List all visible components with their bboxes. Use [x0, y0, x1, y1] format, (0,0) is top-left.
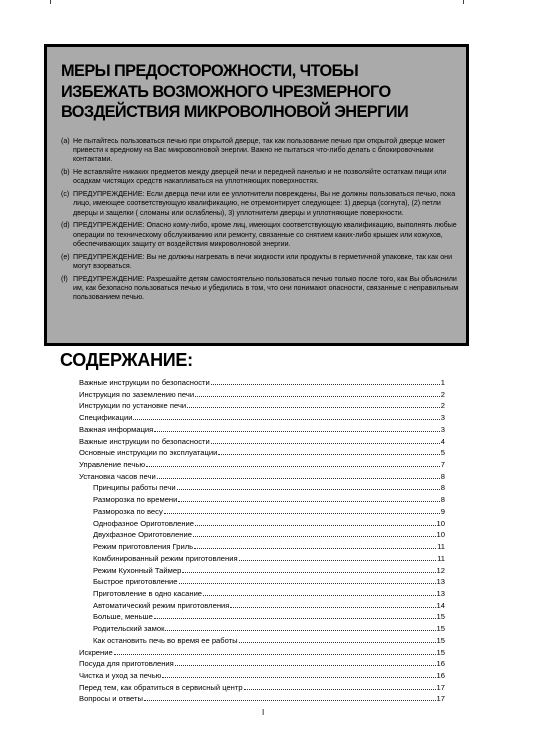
- toc-entry-label: Важная информация: [79, 424, 154, 434]
- toc-entry-page: 2: [440, 401, 445, 411]
- toc-leader-dots: [144, 700, 436, 701]
- toc-leader-dots: [187, 407, 440, 408]
- warning-item: [61, 221, 461, 249]
- toc-leader-dots: [182, 572, 435, 573]
- toc-entry-page: 15: [436, 635, 445, 645]
- toc-entry-page: 9: [440, 506, 445, 516]
- toc-entry-page: 15: [436, 647, 445, 657]
- toc-entry-page: 15: [436, 624, 445, 634]
- warning-item-text: ПРЕДУПРЕЖДЕНИЕ: Вы не должны нагревать в печи жидкости или продукты в герметичной упаковке, так как они могут взорваться.: [73, 252, 453, 270]
- warning-item-text: Не вставляйте никаких предметов между дверцей печи и передней панелью и не позволяйте остаткам пищи или осадкам чистящих средств накапливаться на уплотняющих поверхностях.: [73, 168, 447, 186]
- toc-entry-page: 4: [440, 436, 445, 446]
- toc-leader-dots: [193, 536, 436, 537]
- toc-entry-label: Принципы работы печи: [93, 483, 176, 493]
- toc-leader-dots: [244, 689, 436, 690]
- toc-entry[interactable]: [79, 460, 445, 472]
- toc-entry-page: 13: [436, 577, 445, 587]
- warning-item: [61, 137, 461, 165]
- toc-entry[interactable]: [79, 624, 445, 636]
- toc-entry-label: Важные инструкции по безопасности: [79, 436, 210, 446]
- warning-title: МЕРЫ ПРЕДОСТОРОЖНОСТИ, ЧТОБЫ ИЗБЕЖАТЬ ВОЗМОЖНОГО ЧРЕЗМЕРНОГО ВОЗДЕЙСТВИЯ МИКРОВОЛНОВОЙ ЭНЕРГИИ: [61, 61, 409, 121]
- toc-leader-dots: [211, 384, 440, 385]
- toc-entry-page: 3: [440, 413, 445, 423]
- toc-entry-page: 13: [436, 588, 445, 598]
- toc-entry[interactable]: [79, 683, 445, 695]
- toc-entry-page: 1: [440, 378, 445, 387]
- warning-item-marker: (c): [61, 190, 70, 199]
- warning-item-text: ПРЕДУПРЕЖДЕНИЕ: Разрешайте детям самостоятельно пользоваться печью только после того, как Вы объяснили им, как безопасно пользоваться печью и убедились в том, что они понимают опасности, связанные с неправильным пользованием печью.: [73, 274, 459, 302]
- toc-leader-dots: [177, 489, 440, 490]
- toc-leader-dots: [203, 595, 436, 596]
- toc-entry-label: Вопросы и ответы: [79, 694, 143, 704]
- toc-entry-label: Перед тем, как обратиться в сервисный центр: [79, 682, 243, 692]
- toc-entry-page: 12: [436, 565, 445, 575]
- toc-entry[interactable]: [79, 507, 445, 519]
- toc-leader-dots: [162, 677, 435, 678]
- warning-item-marker: (b): [61, 168, 70, 177]
- toc-entry-label: Посуда для приготовления: [79, 659, 174, 669]
- toc-leader-dots: [218, 454, 439, 455]
- toc-entry[interactable]: [79, 554, 445, 566]
- toc-entry-label: Важные инструкции по безопасности: [79, 378, 210, 387]
- toc-leader-dots: [194, 548, 436, 549]
- toc-entry[interactable]: [79, 589, 445, 601]
- toc-entry[interactable]: [79, 448, 445, 460]
- page-number: I: [262, 708, 265, 717]
- toc-entry[interactable]: [79, 495, 445, 507]
- toc-entry-label: Быстрое приготовление: [93, 577, 178, 587]
- toc-entry[interactable]: [79, 671, 445, 683]
- toc-entry-label: Искрение: [79, 647, 113, 657]
- toc-entry-page: 14: [436, 600, 445, 610]
- toc-entry-page: 11: [437, 553, 445, 563]
- toc-leader-dots: [165, 630, 435, 631]
- toc-leader-dots: [164, 513, 440, 514]
- toc-entry-page: 10: [436, 518, 445, 528]
- toc-entry-page: 15: [436, 612, 445, 622]
- toc-leader-dots: [154, 431, 439, 432]
- toc-entry-page: 11: [437, 542, 445, 552]
- toc-entry-label: Режим Кухонный Таймер: [93, 565, 182, 575]
- toc-title: СОДЕРЖАНИЕ:: [60, 350, 193, 370]
- toc-leader-dots: [230, 607, 435, 608]
- toc-entry[interactable]: [79, 437, 445, 449]
- toc-entry[interactable]: [79, 530, 445, 542]
- toc-leader-dots: [178, 501, 439, 502]
- toc-entry[interactable]: [79, 483, 445, 495]
- toc-entry-page: 17: [436, 694, 445, 704]
- warning-item-text: Не пытайтесь пользоваться печью при открытой дверце, так как пользование печью при открытой дверце может привести к вредному на Вас микроволновой энергии. Важно не пытаться что-либо делать с блокировочными контактами.: [73, 137, 446, 164]
- toc-entry-label: Приготовление в одно касание: [93, 588, 203, 598]
- toc-list: [79, 378, 445, 706]
- toc-entry[interactable]: [79, 425, 445, 437]
- toc-entry-page: 5: [440, 448, 445, 458]
- warning-item: [61, 253, 461, 271]
- warning-item-marker: (e): [61, 252, 70, 261]
- toc-entry-label: Как остановить печь во время ее работы: [93, 635, 238, 645]
- warning-item-marker: (f): [61, 274, 68, 283]
- toc-entry-page: 3: [440, 424, 445, 434]
- toc-leader-dots: [195, 525, 436, 526]
- toc-leader-dots: [157, 478, 440, 479]
- toc-entry-page: 2: [440, 389, 445, 399]
- warning-item: [61, 190, 461, 218]
- toc-leader-dots: [154, 618, 436, 619]
- warning-item-text: ПРЕДУПРЕЖДЕНИЕ: Если дверца печи или ее уплотнители повреждены, Вы не должны пользоваться печью, пока лицо, имеющее соответствующую квалификацию, не отремонтирует следующее: 1) дверца (согнута), (2) петли дверцы и защелки ( сломаны или ослаблены), 3) уплотнители дверцы и уплотняющие поверхности.: [73, 190, 456, 217]
- toc-leader-dots: [175, 665, 436, 666]
- toc-leader-dots: [195, 396, 440, 397]
- toc-entry-label: Спецификации: [79, 413, 133, 423]
- toc-entry-label: Режим приготовления Гриль: [93, 542, 194, 552]
- crop-mark-right: [463, 0, 464, 4]
- toc-leader-dots: [146, 466, 440, 467]
- toc-leader-dots: [211, 443, 440, 444]
- toc-entry-page: 8: [440, 471, 445, 481]
- toc-entry-label: Автоматический режим приготовления: [93, 600, 230, 610]
- warning-item-marker: (d): [61, 221, 70, 230]
- toc-leader-dots: [179, 583, 436, 584]
- toc-leader-dots: [239, 560, 437, 561]
- toc-entry[interactable]: [79, 648, 445, 660]
- toc-entry[interactable]: [79, 413, 445, 425]
- toc-entry-page: 10: [436, 530, 445, 540]
- toc-entry-label: Разморозка по времени: [93, 495, 178, 505]
- toc-entry[interactable]: [79, 636, 445, 648]
- warning-item: [61, 275, 461, 303]
- toc-entry-page: 8: [440, 495, 445, 505]
- toc-entry-page: 8: [440, 483, 445, 493]
- toc-entry[interactable]: [79, 378, 445, 390]
- warning-item: [61, 168, 461, 186]
- toc-leader-dots: [239, 642, 436, 643]
- toc-entry-label: Установка часов печи: [79, 471, 156, 481]
- toc-entry[interactable]: [79, 401, 445, 413]
- toc-leader-dots: [114, 654, 436, 655]
- toc-entry[interactable]: [79, 577, 445, 589]
- warning-box: [44, 44, 469, 346]
- toc-entry[interactable]: [79, 694, 445, 706]
- toc-entry-label: Инструкция по заземлению печи: [79, 389, 195, 399]
- crop-mark-left: [50, 0, 51, 4]
- toc-entry-label: Однофазное Ориготовление: [93, 518, 195, 528]
- toc-entry[interactable]: [79, 542, 445, 554]
- toc-entry-page: 17: [436, 682, 445, 692]
- toc-entry[interactable]: [79, 472, 445, 484]
- toc-entry-label: Двухфазное Ориготовление: [93, 530, 192, 540]
- warning-item-marker: (a): [61, 137, 70, 145]
- toc-entry-page: 7: [440, 460, 445, 470]
- toc-entry[interactable]: [79, 390, 445, 402]
- toc-entry[interactable]: [79, 566, 445, 578]
- toc-entry-label: Родительский замок: [93, 624, 165, 634]
- toc-entry[interactable]: [79, 612, 445, 624]
- toc-entry[interactable]: [79, 601, 445, 613]
- toc-entry-label: Управление печью: [79, 460, 146, 470]
- toc-leader-dots: [133, 419, 439, 420]
- toc-entry[interactable]: [79, 659, 445, 671]
- warning-list: [61, 137, 461, 306]
- toc-entry-page: 16: [436, 670, 445, 680]
- toc-entry-label: Комбинированный режим приготовления: [93, 553, 238, 563]
- toc-entry-label: Разморозка по весу: [93, 506, 163, 516]
- toc-entry-label: Чистка и уход за печью: [79, 670, 162, 680]
- toc-entry-label: Основные инструкции по эксплуатации: [79, 448, 218, 458]
- toc-entry-page: 16: [436, 659, 445, 669]
- toc-entry-label: Больше, меньше: [93, 612, 153, 622]
- toc-entry[interactable]: [79, 519, 445, 531]
- toc-entry-label: Инструкции по установке печи: [79, 401, 187, 411]
- warning-item-text: ПРЕДУПРЕЖДЕНИЕ: Опасно кому-либо, кроме лиц, имеющих соответствующую квалификацию, выполнять любые операции по техническому обслуживанию или ремонту, связанные со снятием каких-либо крышек или кожухов, обеспечивающих защиту от воздействия микроволновой энергии.: [73, 221, 457, 248]
